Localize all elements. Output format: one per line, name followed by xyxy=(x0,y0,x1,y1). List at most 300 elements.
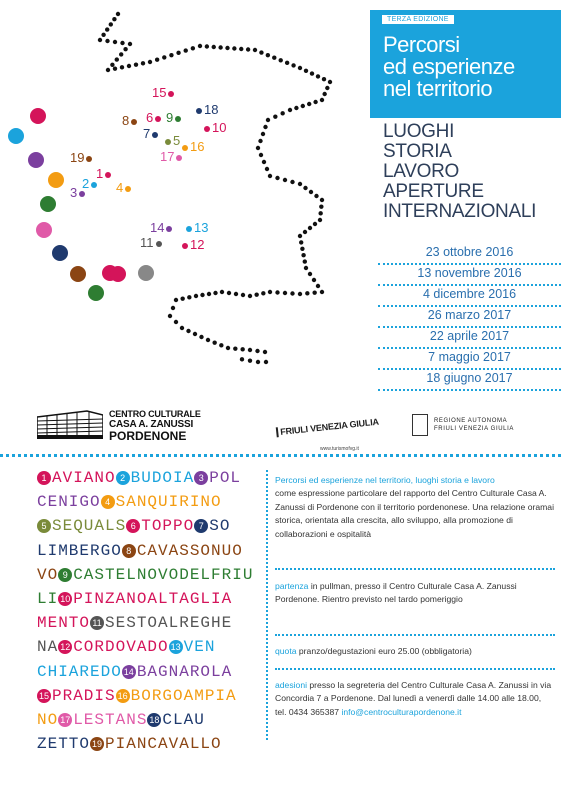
outline-dot xyxy=(308,226,312,230)
outline-dot xyxy=(325,86,329,90)
outline-dot xyxy=(309,190,313,194)
places-line xyxy=(37,490,269,514)
map-number: 16 xyxy=(190,139,205,154)
date-item: 7 maggio 2017 xyxy=(378,349,561,370)
outline-dot xyxy=(301,253,305,257)
place-number-badge: 14 xyxy=(123,666,134,677)
outline-dot xyxy=(248,348,252,352)
outline-dot xyxy=(279,58,283,62)
place-name: CHIAREDO xyxy=(37,662,122,681)
territory-outline xyxy=(0,0,380,400)
title-line: nel territorio xyxy=(383,76,493,101)
place-name: BUDOIA xyxy=(130,469,195,487)
map-number: 9 xyxy=(166,110,174,125)
outline-dot xyxy=(253,48,257,52)
place-name: TOPPO xyxy=(141,517,195,536)
outline-dot xyxy=(272,56,276,60)
places-line xyxy=(37,611,269,635)
date-item: 23 ottobre 2016 xyxy=(378,244,561,265)
place-name: NO xyxy=(37,710,59,729)
outline-dot xyxy=(128,42,132,46)
places-line xyxy=(37,563,269,587)
signup-section xyxy=(275,679,555,719)
outline-dot xyxy=(113,40,117,44)
place-number-badge: 3 xyxy=(194,471,208,485)
outline-dot xyxy=(148,60,152,64)
decorative-circle xyxy=(88,285,104,301)
place-name: PIANCAVALLO xyxy=(105,735,222,754)
outline-dot xyxy=(313,100,317,104)
map-label-19 xyxy=(70,151,94,164)
places-line xyxy=(37,539,269,563)
outline-dot xyxy=(141,61,145,65)
map-number: 7 xyxy=(143,126,151,141)
map-label-8 xyxy=(122,114,139,127)
outline-dot xyxy=(241,293,245,297)
outline-dot xyxy=(105,39,109,43)
map-marker-icon xyxy=(131,119,137,125)
map-marker-icon xyxy=(155,116,161,122)
map-number: 19 xyxy=(70,150,85,165)
outline-dot xyxy=(174,320,178,324)
outline-dot xyxy=(120,41,124,45)
places-line xyxy=(37,660,269,684)
outline-dot xyxy=(218,45,222,49)
map-marker-icon xyxy=(186,226,192,232)
outline-dot xyxy=(212,45,216,49)
outline-dot xyxy=(212,340,216,344)
intro-highlight: Percorsi ed esperienze nel territorio, luoghi storia e lavoro xyxy=(275,475,495,485)
places-line xyxy=(37,587,269,611)
title-line: Percorsi xyxy=(383,32,460,57)
outline-dot xyxy=(290,291,294,295)
outline-dot xyxy=(280,111,284,115)
outline-dot xyxy=(155,58,159,62)
map-label-16 xyxy=(180,140,204,153)
outline-dot xyxy=(226,346,230,350)
place-number-badge: 16 xyxy=(117,690,128,701)
section-divider xyxy=(275,668,555,670)
outline-dot xyxy=(268,174,272,178)
map-marker-icon xyxy=(165,139,171,145)
outline-dot xyxy=(298,234,302,238)
place-number-badge: 5 xyxy=(37,519,51,533)
outline-dot xyxy=(98,38,102,42)
outline-dot xyxy=(316,284,320,288)
theme-item: APERTURE xyxy=(383,181,484,202)
outline-dot xyxy=(266,53,270,57)
outline-dot xyxy=(303,186,307,190)
outline-dot xyxy=(288,108,292,112)
map-label-10 xyxy=(202,121,226,134)
places-line xyxy=(37,635,269,659)
place-number-badge: 17 xyxy=(60,714,71,725)
place-name: SO xyxy=(209,517,231,536)
outline-dot xyxy=(290,180,294,184)
outline-dot xyxy=(206,338,210,342)
departure-text: in pullman, presso il Centro Culturale Casa A. Zanussi Pordenone. Rientro previsto nel tardo pomeriggio xyxy=(275,581,517,605)
place-number-badge: 11 xyxy=(90,616,104,630)
decorative-circle xyxy=(36,222,52,238)
place-name: BAGNAROLA xyxy=(136,662,233,681)
outline-dot xyxy=(180,296,184,300)
outline-dot xyxy=(112,17,116,21)
place-number-badge: 18 xyxy=(149,714,160,725)
outline-dot xyxy=(116,12,120,16)
outline-dot xyxy=(248,358,252,362)
theme-item: INTERNAZIONALI xyxy=(383,201,537,222)
outline-dot xyxy=(119,52,123,56)
outline-dot xyxy=(294,106,298,110)
map-marker-icon xyxy=(182,145,188,151)
fee-text: pranzo/degustazioni euro 25.00 (obbligatoria) xyxy=(298,646,472,656)
outline-dot xyxy=(262,160,266,164)
dates-list xyxy=(378,244,561,391)
place-name: VEN xyxy=(183,638,216,657)
outline-dot xyxy=(205,44,209,48)
outline-dot xyxy=(219,343,223,347)
outline-dot xyxy=(275,290,279,294)
signup-label: adesioni xyxy=(275,680,308,690)
place-name: LESTANS xyxy=(73,710,148,729)
outline-dot xyxy=(304,266,308,270)
outline-dot xyxy=(240,347,244,351)
outline-dot xyxy=(261,132,265,136)
map-number: 18 xyxy=(204,102,219,117)
outline-dot xyxy=(259,153,263,157)
phone: tel. 0434 365387 xyxy=(275,706,340,717)
place-name: AVIANO xyxy=(52,469,116,487)
outline-dot xyxy=(308,272,312,276)
places-line xyxy=(37,732,269,756)
outline-dot xyxy=(127,64,131,68)
outline-dot xyxy=(134,62,138,66)
outline-dot xyxy=(264,360,268,364)
outline-dot xyxy=(273,114,277,118)
outline-dot xyxy=(304,69,308,73)
intro-text: come espressione particolare del rapporto del Centro Culturale Casa A. Zanussi di Pordenone con il territorio pordenonese. Una relazione oramai storica, orientata alla crescita, allo sviluppo, alla promozione di collaborazioni e ospitalità xyxy=(275,488,554,539)
outline-dot xyxy=(258,139,262,143)
map-marker-icon xyxy=(168,91,174,97)
place-number-badge: 6 xyxy=(126,519,140,533)
outline-dot xyxy=(200,293,204,297)
outline-dot xyxy=(298,66,302,70)
fee-section xyxy=(275,645,555,658)
section-divider xyxy=(275,634,555,636)
map-marker-icon xyxy=(175,116,181,122)
outline-dot xyxy=(184,48,188,52)
places-line xyxy=(37,708,269,732)
outline-dot xyxy=(186,329,190,333)
outline-dot xyxy=(239,47,243,51)
outline-dot xyxy=(259,50,263,54)
place-number-badge: 4 xyxy=(101,495,115,509)
outline-dot xyxy=(234,292,238,296)
outline-dot xyxy=(187,295,191,299)
places-list xyxy=(37,466,269,756)
decorative-circle xyxy=(8,128,24,144)
cc-line1: CENTRO CULTURALE xyxy=(109,409,201,419)
outline-dot xyxy=(318,211,322,215)
place-name: NA xyxy=(37,638,59,657)
place-name: SESTOALREGHE xyxy=(105,614,233,633)
signup-text: presso la segreteria del Centro Culturale Casa A. Zanussi in via Concordia 7 a Pordenone. Dal lunedì a venerdì dalle 14.00 alle 18.00, xyxy=(275,680,552,704)
outline-dot xyxy=(310,71,314,75)
outline-dot xyxy=(266,118,270,122)
outline-dot xyxy=(256,360,260,364)
outline-dot xyxy=(255,349,259,353)
vertical-dotted-divider xyxy=(266,470,268,740)
outline-dot xyxy=(233,346,237,350)
map-number: 8 xyxy=(122,113,130,128)
map-marker-icon xyxy=(166,226,172,232)
outline-dot xyxy=(115,57,119,61)
outline-dot xyxy=(213,291,217,295)
fvg-logo xyxy=(270,416,380,452)
outline-dot xyxy=(246,47,250,51)
map-label-11 xyxy=(140,236,164,249)
place-number-badge: 12 xyxy=(60,642,71,653)
outline-dot xyxy=(109,22,113,26)
section-divider xyxy=(275,568,555,570)
theme-item: LAVORO xyxy=(383,161,459,182)
map-label-14 xyxy=(150,221,174,234)
places-line xyxy=(37,466,269,490)
outline-dot xyxy=(169,53,173,57)
outline-dot xyxy=(320,98,324,102)
main-title xyxy=(383,34,558,100)
place-number-badge: 9 xyxy=(58,568,72,582)
outline-dot xyxy=(314,194,318,198)
outline-dot xyxy=(207,292,211,296)
outline-dot xyxy=(191,46,195,50)
fvg-text: FRIULI VENEZIA GIULIA xyxy=(276,417,379,438)
place-name: POL xyxy=(209,469,242,487)
outline-dot xyxy=(174,298,178,302)
map-label-18 xyxy=(194,103,218,116)
places-line xyxy=(37,684,269,708)
place-number-badge: 8 xyxy=(122,544,136,558)
fee-label: quota xyxy=(275,646,297,656)
departure-section xyxy=(275,580,555,607)
intro-paragraph xyxy=(275,474,555,541)
outline-dot xyxy=(303,230,307,234)
outline-dot xyxy=(312,278,316,282)
outline-dot xyxy=(322,92,326,96)
map-number: 12 xyxy=(190,237,205,252)
outline-dot xyxy=(194,294,198,298)
outline-dot xyxy=(193,332,197,336)
outline-dot xyxy=(220,290,224,294)
outline-dot xyxy=(120,65,124,69)
email-link[interactable]: info@centroculturapordenone.it xyxy=(341,706,462,717)
cc-line3: PORDENONE xyxy=(109,429,187,443)
map-marker-icon xyxy=(196,108,202,114)
outline-dot xyxy=(227,291,231,295)
region-line1: REGIONE AUTONOMA xyxy=(434,418,508,424)
outline-dot xyxy=(300,247,304,251)
map-marker-icon xyxy=(182,243,188,249)
cc-line2: CASA A. ZANUSSI xyxy=(109,419,194,430)
decorative-circle xyxy=(138,265,154,281)
decorative-circle xyxy=(48,172,64,188)
outline-dot xyxy=(298,182,302,186)
date-item: 18 giugno 2017 xyxy=(378,370,561,391)
outline-dot xyxy=(248,294,252,298)
map-number: 11 xyxy=(140,235,154,250)
map-number: 4 xyxy=(116,180,124,195)
place-name: CENIGO xyxy=(37,493,101,512)
map-number: 3 xyxy=(70,185,78,200)
outline-dot xyxy=(283,178,287,182)
place-number-badge: 7 xyxy=(194,519,208,533)
outline-dot xyxy=(320,290,324,294)
map-label-6 xyxy=(146,111,163,124)
outline-dot xyxy=(299,240,303,244)
place-name: CASTELNOVODELFRIU xyxy=(73,565,254,584)
outline-dot xyxy=(171,306,175,310)
outline-dot xyxy=(305,291,309,295)
map-marker-icon xyxy=(86,156,92,162)
outline-dot xyxy=(265,167,269,171)
map-marker-icon xyxy=(79,191,85,197)
map-number: 13 xyxy=(194,220,209,235)
map-marker-icon xyxy=(105,172,111,178)
outline-dot xyxy=(256,146,260,150)
outline-dot xyxy=(303,259,307,263)
outline-dot xyxy=(240,357,244,361)
outline-dot xyxy=(268,290,272,294)
map-marker-icon xyxy=(125,186,131,192)
outline-dot xyxy=(316,74,320,78)
fvg-url: www.turismofvg.it xyxy=(320,446,359,452)
map-label-9 xyxy=(166,111,183,124)
territory-map xyxy=(0,0,380,400)
place-number-badge: 2 xyxy=(116,471,130,485)
place-name: BORGOAMPIA xyxy=(130,686,237,705)
date-item: 22 aprile 2017 xyxy=(378,328,561,349)
map-number: 15 xyxy=(152,85,167,100)
map-label-12 xyxy=(180,238,204,251)
decorative-circle xyxy=(110,266,126,282)
map-label-3 xyxy=(70,186,87,199)
outline-dot xyxy=(318,218,322,222)
map-label-4 xyxy=(116,181,133,194)
place-name: CORDOVADO xyxy=(73,638,169,657)
title-line: ed esperienze xyxy=(383,54,515,79)
themes-list xyxy=(383,122,536,222)
building-icon xyxy=(37,407,103,439)
map-marker-icon xyxy=(91,182,97,188)
outline-dot xyxy=(307,102,311,106)
outline-dot xyxy=(285,61,289,65)
place-number-badge: 15 xyxy=(38,690,49,701)
map-marker-icon xyxy=(156,241,162,247)
date-item: 4 dicembre 2016 xyxy=(378,286,561,307)
outline-dot xyxy=(328,80,332,84)
place-name: SANQUIRINO xyxy=(115,493,222,512)
map-marker-icon xyxy=(176,155,182,161)
dotted-divider xyxy=(0,454,561,457)
edition-tag: TERZA EDIZIONE xyxy=(382,15,454,24)
outline-dot xyxy=(176,51,180,55)
decorative-circle xyxy=(52,245,68,261)
map-number: 17 xyxy=(160,149,175,164)
place-number-badge: 10 xyxy=(60,593,71,604)
theme-item: STORIA xyxy=(383,141,452,162)
map-label-13 xyxy=(184,221,208,234)
outline-dot xyxy=(105,27,109,31)
place-name: MENTO xyxy=(37,614,91,633)
place-number-badge: 1 xyxy=(37,471,51,485)
outline-dot xyxy=(263,350,267,354)
map-number: 6 xyxy=(146,110,154,125)
place-name: PRADIS xyxy=(52,686,116,705)
info-section xyxy=(275,474,555,541)
centro-culturale-logo xyxy=(37,405,257,441)
outline-dot xyxy=(106,68,110,72)
date-item: 13 novembre 2016 xyxy=(378,265,561,286)
place-name: LI xyxy=(37,589,59,608)
decorative-circle xyxy=(70,266,86,282)
outline-dot xyxy=(283,291,287,295)
map-number: 2 xyxy=(82,176,90,191)
region-crest-icon xyxy=(412,414,428,436)
outline-dot xyxy=(313,222,317,226)
place-name: CLAU xyxy=(162,710,205,729)
outline-dot xyxy=(199,335,203,339)
date-item: 26 marzo 2017 xyxy=(378,307,561,328)
outline-dot xyxy=(168,314,172,318)
place-name: PINZANOALTAGLIA xyxy=(73,589,233,608)
outline-dot xyxy=(261,291,265,295)
departure-label: partenza xyxy=(275,581,309,591)
decorative-circle xyxy=(28,152,44,168)
outline-dot xyxy=(198,44,202,48)
outline-dot xyxy=(232,46,236,50)
place-name: SEQUALS xyxy=(52,517,127,536)
outline-dot xyxy=(291,63,295,67)
outline-dot xyxy=(312,290,316,294)
place-number-badge: 13 xyxy=(170,642,181,653)
places-line xyxy=(37,514,269,538)
map-number: 5 xyxy=(173,133,181,148)
place-name: LIMBERGO xyxy=(37,541,122,560)
outline-dot xyxy=(320,198,324,202)
outline-dot xyxy=(180,326,184,330)
theme-item: LUOGHI xyxy=(383,121,455,142)
outline-dot xyxy=(301,104,305,108)
place-name: ZETTO xyxy=(37,735,91,754)
outline-dot xyxy=(319,204,323,208)
place-name: VO xyxy=(37,565,59,584)
region-line2: FRIULI VENEZIA GIULIA xyxy=(434,426,514,432)
outline-dot xyxy=(298,292,302,296)
map-label-5 xyxy=(163,134,180,147)
map-number: 1 xyxy=(96,166,104,181)
outline-dot xyxy=(162,55,166,59)
outline-dot xyxy=(101,33,105,37)
decorative-circle xyxy=(30,108,46,124)
outline-dot xyxy=(113,66,117,70)
place-name: CAVASSONUO xyxy=(136,541,243,560)
outline-dot xyxy=(225,46,229,50)
outline-dot xyxy=(263,125,267,129)
outline-dot xyxy=(254,292,258,296)
map-number: 14 xyxy=(150,220,165,235)
decorative-circle xyxy=(40,196,56,212)
map-number: 10 xyxy=(212,120,227,135)
